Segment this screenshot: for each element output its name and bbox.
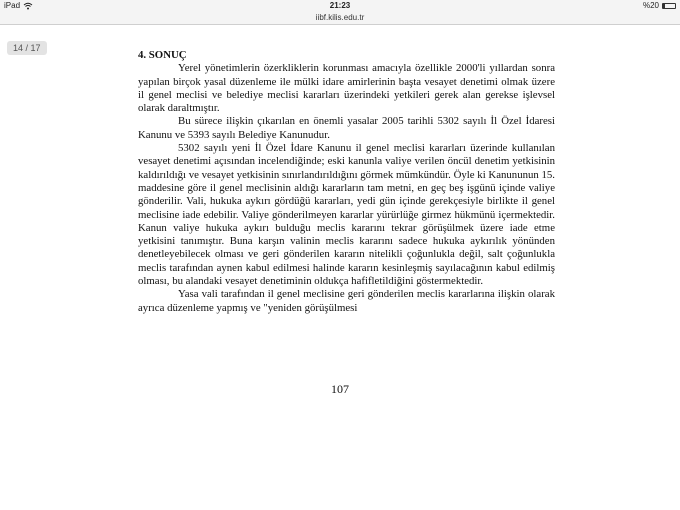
paragraph: Yasa vali tarafından il genel meclisine geri gönderilen meclis kararlarına ilişkin olarak ayrıca düzenleme yapmış ve "yeniden görüşülmesi [138,288,555,314]
section-heading: 4. SONUÇ [138,49,187,61]
document-page [138,49,555,315]
address-bar[interactable] [0,12,680,25]
status-bar [0,0,680,12]
battery-icon [662,3,676,9]
paragraph: Bu sürece ilişkin çıkarılan en önemli yasalar 2005 tarihli 5302 sayılı İl Özel İdaresi Kanunu ve 5393 sayılı Belediye Kanunudur. [138,115,555,141]
paragraph: 5302 sayılı yeni İl Özel İdare Kanunu il genel meclisi kararları üzerinde kullanılan vesayet denetimi açısından incelendiğinde; eski kanunla valiye verilen öncül denetim yetkisinin kaldırıldığı ve vesayet yetkisinin sınırlandırıldığını görmek mümkündür. Öyle ki Kanununun 15. maddesine göre il genel meclisinin aldığı kararların tam metni, en geç beş işgünü içinde valiye gönderilir. Vali, hukuka aykırı gördüğü kararları, yedi gün içinde gerekçesiyle birlikte il genel meclisine iade edebilir. Valiye gönderilmeyen kararlar yürürlüğe girmez hükmünü içermektedir. Kanun valiye hukuka aykırı bulduğu meclis kararını tekrar görüşülmek üzere iade etme yetkisini tanımıştır. Buna karşın valinin meclis kararını sadece hukuka aykırılık yönünden denetleyebilecek olması ve geri gönderilen kararın nitelikli çoğunlukla değil, salt çoğunlukla meclis tarafından aynen kabul edilmesi halinde kararın kesinleşmiş sayılacağının kabul edilmiş olması, bu alandaki vesayet denetiminin oldukça hafifletildiğini göstermektedir. [138,142,555,288]
status-right [643,1,676,10]
page-number: 107 [331,382,349,396]
paragraph: Yerel yönetimlerin özerkliklerin korunması amacıyla özellikle 2000'li yıllardan sonra yapılan birçok yasal düzenleme ile mülki idare amirlerinin başta vesayet denetimi olmak üzere il genel meclisi ve belediye meclisi kararları üzerindeki yetkileri gerek alan gerekse işlevsel olarak daraltmıştır. [138,62,555,115]
page-counter: 14 / 17 [7,41,47,55]
status-time: 21:23 [329,1,351,10]
battery-percent: %20 [642,1,659,10]
device-name: iPad [4,1,21,10]
url-text: iibf.kilis.edu.tr [315,13,365,22]
battery-fill [663,4,665,8]
